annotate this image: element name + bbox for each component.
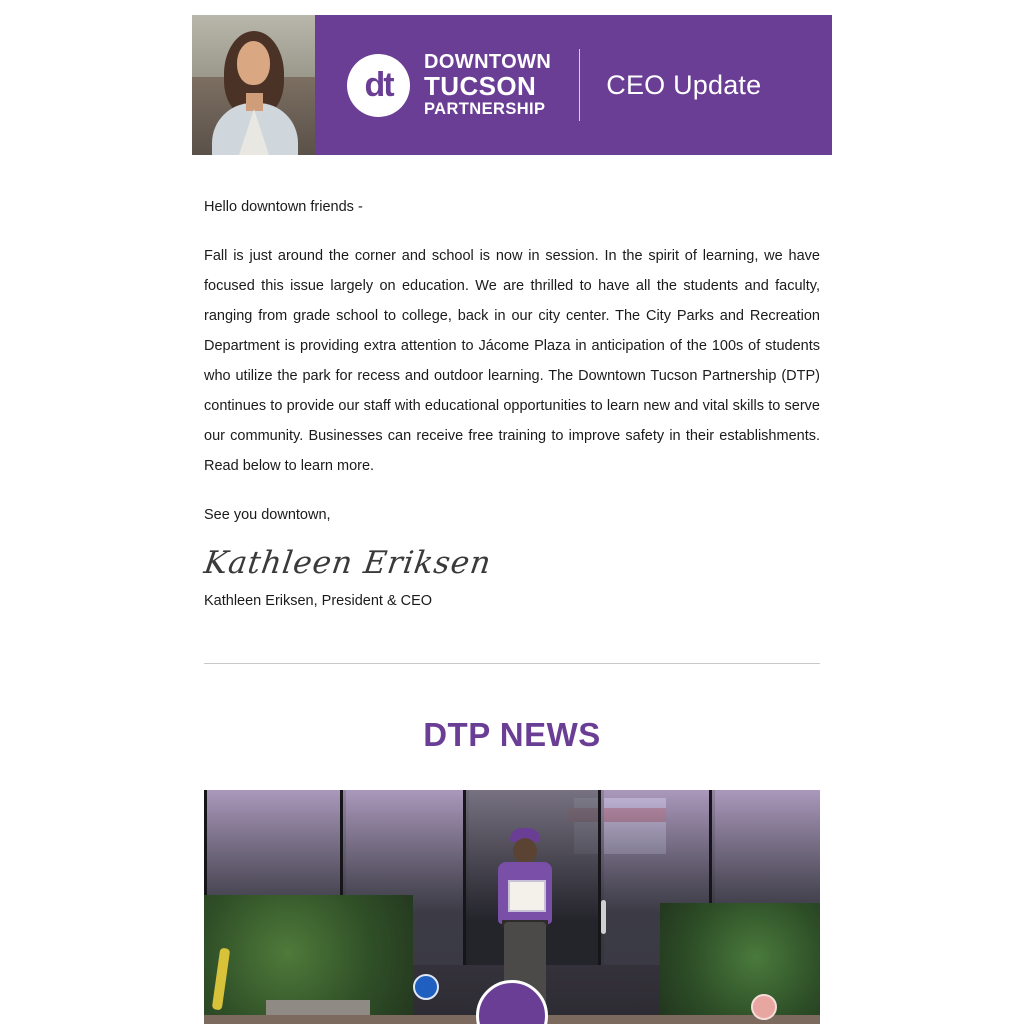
email-container — [192, 15, 832, 1024]
logo-line-3: PARTNERSHIP — [424, 99, 546, 118]
letter-greeting: Hello downtown friends - — [204, 199, 363, 215]
certificate-paper — [508, 880, 546, 912]
logo-line-1: DOWNTOWN — [424, 50, 552, 73]
door-handle-icon — [601, 900, 606, 934]
signature-image: Kathleen Eriksen — [201, 545, 494, 581]
header-banner — [192, 15, 832, 155]
banner-right — [315, 15, 832, 155]
letter-signoff: See you downtown, — [204, 507, 331, 523]
planter-foliage-right — [660, 903, 820, 1024]
person-head — [513, 838, 537, 864]
logo-line-2: TUCSON — [424, 70, 537, 101]
ceo-portrait-photo — [192, 15, 315, 155]
banner-title: CEO Update — [606, 69, 762, 100]
dtp-news-heading: DTP NEWS — [423, 716, 601, 753]
section-divider — [204, 663, 820, 664]
letter-body — [192, 199, 832, 609]
dtp-logo[interactable] — [347, 52, 551, 119]
dtp-logo-wordmark — [424, 52, 551, 119]
letter-paragraph: Fall is just around the corner and school is now in session. In the spirit of learning, we have focused this issue largely on education. We are thrilled to have all the students and faculty, ranging from grade school to college, back in our city center. The City Parks and Recreation Department is providing extra attention to Jácome Plaza in anticipation of the 100s of students who utilize the park for recess and outdoor learning. The Downtown Tucson Partnership (DTP) continues to provide our staff with educational opportunities to learn new and vital skills to serve our community. Businesses can receive free training to improve safety in their establishments. Read below to learn more. — [204, 248, 820, 474]
pink-emblem-icon — [751, 994, 777, 1020]
email-newsletter-page — [0, 15, 1024, 1024]
dtp-monogram-icon: dt — [347, 54, 410, 117]
photo-neck — [246, 93, 263, 111]
dtp-news-photo[interactable] — [204, 790, 820, 1024]
photo-face — [237, 41, 270, 85]
banner-divider — [579, 49, 580, 121]
signature-name: Kathleen Eriksen, President & CEO — [204, 593, 433, 609]
